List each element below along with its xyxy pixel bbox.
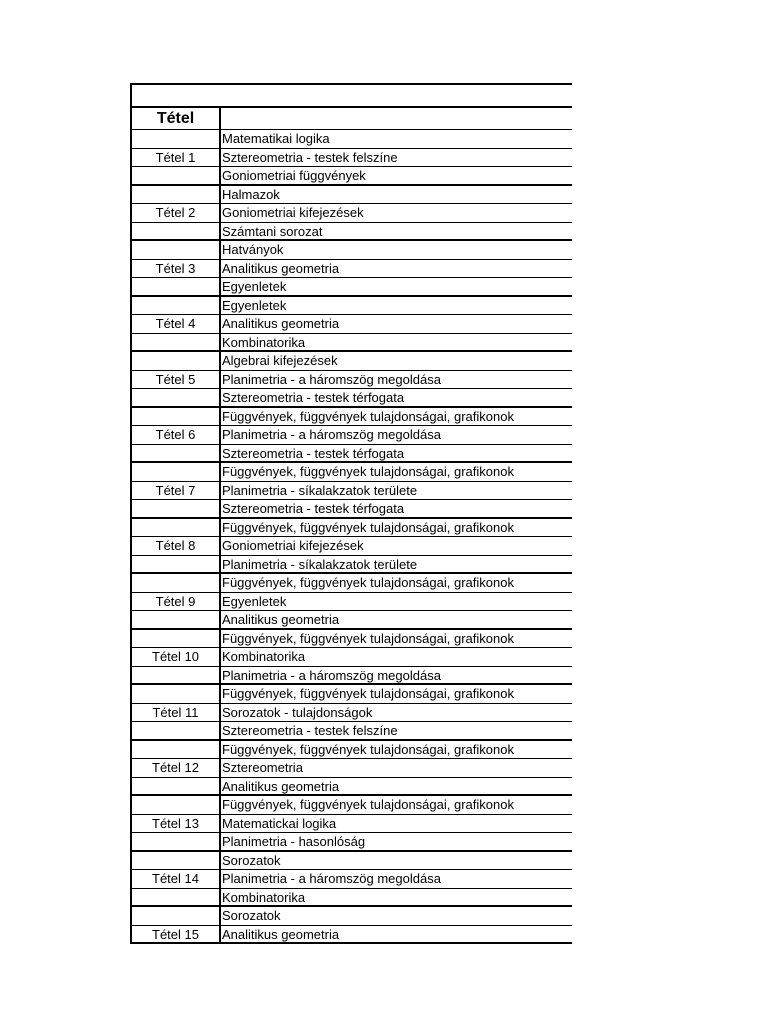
table-row bbox=[132, 667, 572, 686]
table-row bbox=[132, 704, 572, 723]
topic-cell: Matematikai logika bbox=[222, 131, 330, 146]
tetel-number-cell bbox=[132, 833, 221, 850]
tetel-number-cell: Tétel 15 bbox=[132, 926, 221, 943]
table-row bbox=[132, 149, 572, 168]
table-row bbox=[132, 870, 572, 889]
tetel-number-cell bbox=[132, 556, 221, 573]
tetel-number-cell bbox=[132, 685, 221, 703]
table-row bbox=[132, 759, 572, 778]
topic-cell: Függvények, függvények tulajdonságai, grafikonok bbox=[222, 464, 514, 479]
tetel-number-cell bbox=[132, 667, 221, 684]
tetel-number-cell bbox=[132, 389, 221, 406]
header-tetel: Tétel bbox=[132, 108, 221, 129]
topic-cell: Sztereometria bbox=[222, 760, 303, 775]
tetel-number-cell bbox=[132, 796, 221, 814]
topic-cell: Planimetria - a háromszög megoldása bbox=[222, 427, 441, 442]
topic-cell: Egyenletek bbox=[222, 279, 287, 294]
table-row bbox=[132, 186, 572, 205]
topic-cell: Planimetria - síkalakzatok területe bbox=[222, 556, 418, 572]
tetel-number-cell bbox=[132, 907, 221, 925]
table-row bbox=[132, 611, 572, 630]
tetel-number-cell bbox=[132, 852, 221, 870]
table-row bbox=[132, 260, 572, 279]
table-row bbox=[132, 130, 572, 149]
topics-table bbox=[130, 130, 572, 944]
tetel-number-cell bbox=[132, 278, 221, 295]
table-row bbox=[132, 574, 572, 593]
topic-cell: Analitikus geometria bbox=[222, 316, 340, 331]
table-row bbox=[132, 889, 572, 908]
topic-cell: Hatványok bbox=[222, 242, 284, 257]
topic-cell: Kombinatorika bbox=[222, 889, 306, 905]
tetel-number-cell bbox=[132, 519, 221, 537]
topic-cell: Függvények, függvények tulajdonságai, grafikonok bbox=[222, 686, 514, 701]
tetel-number-cell bbox=[132, 463, 221, 481]
topic-cell: Függvények, függvények tulajdonságai, grafikonok bbox=[222, 575, 514, 590]
topic-cell: Analitikus geometria bbox=[222, 926, 340, 942]
topic-cell: Egyenletek bbox=[222, 297, 287, 313]
table-row bbox=[132, 167, 572, 186]
tetel-number-cell bbox=[132, 889, 221, 906]
tetel-number-cell: Tétel 8 bbox=[132, 537, 221, 555]
tetel-number-cell: Tétel 1 bbox=[132, 149, 221, 167]
spreadsheet bbox=[130, 83, 572, 944]
tetel-number-cell bbox=[132, 722, 221, 739]
table-row bbox=[132, 463, 572, 482]
tetel-number-cell bbox=[132, 500, 221, 517]
topic-cell: Függvények, függvények tulajdonságai, grafikonok bbox=[222, 741, 514, 757]
table-row bbox=[132, 852, 572, 871]
tetel-number-cell bbox=[132, 130, 221, 148]
table-row bbox=[132, 315, 572, 334]
topic-cell: Számtani sorozat bbox=[222, 223, 323, 239]
table-row bbox=[132, 815, 572, 834]
table-row bbox=[132, 278, 572, 297]
topic-cell: Függvények, függvények tulajdonságai, grafikonok bbox=[222, 519, 514, 535]
tetel-number-cell bbox=[132, 611, 221, 628]
tetel-number-cell bbox=[132, 167, 221, 184]
topic-cell: Sztereometria - testek térfogata bbox=[222, 501, 405, 516]
table-row bbox=[132, 593, 572, 612]
topic-cell: Sorozatok - tulajdonságok bbox=[222, 704, 373, 720]
topic-cell: Sztereometria - testek térfogata bbox=[222, 445, 405, 461]
tetel-number-cell: Tétel 12 bbox=[132, 759, 221, 777]
tetel-number-cell: Tétel 14 bbox=[132, 870, 221, 888]
table-row bbox=[132, 537, 572, 556]
table-row bbox=[132, 685, 572, 704]
table-row bbox=[132, 408, 572, 427]
topic-cell: Analitikus geometria bbox=[222, 612, 340, 627]
tetel-number-cell: Tétel 11 bbox=[132, 704, 221, 722]
table-row bbox=[132, 500, 572, 519]
table-row bbox=[132, 630, 572, 649]
table-row bbox=[132, 907, 572, 926]
tetel-number-cell bbox=[132, 778, 221, 795]
table-row bbox=[132, 778, 572, 797]
topic-cell: Matematickai logika bbox=[222, 815, 337, 831]
header-topic bbox=[221, 108, 572, 129]
tetel-number-cell bbox=[132, 408, 221, 426]
tetel-number-cell bbox=[132, 223, 221, 240]
table-row bbox=[132, 722, 572, 741]
topic-cell: Függvények, függvények tulajdonságai, grafikonok bbox=[222, 630, 514, 646]
tetel-number-cell: Tétel 9 bbox=[132, 593, 221, 611]
tetel-number-cell: Tétel 4 bbox=[132, 315, 221, 333]
tetel-number-cell: Tétel 13 bbox=[132, 815, 221, 833]
blank-top-row bbox=[130, 83, 572, 108]
topic-cell: Függvények, függvények tulajdonságai, grafikonok bbox=[222, 797, 514, 812]
topic-cell: Kombinatorika bbox=[222, 334, 306, 350]
topic-cell: Planimetria - síkalakzatok területe bbox=[222, 482, 418, 498]
table-row bbox=[132, 648, 572, 667]
tetel-number-cell bbox=[132, 186, 221, 204]
tetel-number-cell bbox=[132, 574, 221, 592]
topic-cell: Kombinatorika bbox=[222, 649, 306, 664]
topic-cell: Goniometriai kifejezések bbox=[222, 205, 364, 220]
tetel-number-cell bbox=[132, 352, 221, 370]
table-row bbox=[132, 426, 572, 445]
table-row bbox=[132, 204, 572, 223]
table-row bbox=[132, 482, 572, 501]
topic-cell: Planimetria - a háromszög megoldása bbox=[222, 371, 441, 387]
header-row bbox=[130, 108, 572, 130]
topic-cell: Goniometriai függvények bbox=[222, 168, 366, 183]
tetel-number-cell: Tétel 7 bbox=[132, 482, 221, 500]
table-row bbox=[132, 223, 572, 242]
tetel-number-cell bbox=[132, 630, 221, 648]
topic-cell: Goniometriai kifejezések bbox=[222, 538, 364, 553]
table-row bbox=[132, 334, 572, 353]
tetel-number-cell bbox=[132, 297, 221, 315]
table-row bbox=[132, 926, 572, 945]
table-row bbox=[132, 371, 572, 390]
table-row bbox=[132, 556, 572, 575]
table-row bbox=[132, 389, 572, 408]
topic-cell: Analitikus geometria bbox=[222, 778, 340, 794]
topic-cell: Algebrai kifejezések bbox=[222, 353, 338, 368]
topic-cell: Sorozatok bbox=[222, 908, 281, 923]
table-row bbox=[132, 741, 572, 760]
table-row bbox=[132, 241, 572, 260]
topic-cell: Sztereometria - testek térfogata bbox=[222, 390, 405, 405]
tetel-number-cell bbox=[132, 741, 221, 759]
tetel-number-cell: Tétel 5 bbox=[132, 371, 221, 389]
topic-cell: Sztereometria - testek felszíne bbox=[222, 149, 398, 165]
topic-cell: Függvények, függvények tulajdonságai, grafikonok bbox=[222, 408, 514, 424]
table-row bbox=[132, 352, 572, 371]
topic-cell: Egyenletek bbox=[222, 593, 287, 609]
tetel-number-cell bbox=[132, 334, 221, 351]
topic-cell: Sorozatok bbox=[222, 852, 281, 868]
table-row bbox=[132, 833, 572, 852]
tetel-number-cell bbox=[132, 241, 221, 259]
table-row bbox=[132, 297, 572, 316]
topic-cell: Analitikus geometria bbox=[222, 260, 340, 276]
table-row bbox=[132, 445, 572, 464]
topic-cell: Planimetria - a háromszög megoldása bbox=[222, 667, 441, 683]
tetel-number-cell: Tétel 10 bbox=[132, 648, 221, 666]
tetel-number-cell: Tétel 2 bbox=[132, 204, 221, 222]
topic-cell: Halmazok bbox=[222, 186, 280, 202]
tetel-number-cell: Tétel 3 bbox=[132, 260, 221, 278]
table-row bbox=[132, 519, 572, 538]
topic-cell: Sztereometria - testek felszíne bbox=[222, 723, 398, 738]
tetel-number-cell: Tétel 6 bbox=[132, 426, 221, 444]
tetel-number-cell bbox=[132, 445, 221, 462]
topic-cell: Planimetria - a háromszög megoldása bbox=[222, 871, 441, 886]
topic-cell: Planimetria - hasonlóság bbox=[222, 834, 366, 849]
table-row bbox=[132, 796, 572, 815]
